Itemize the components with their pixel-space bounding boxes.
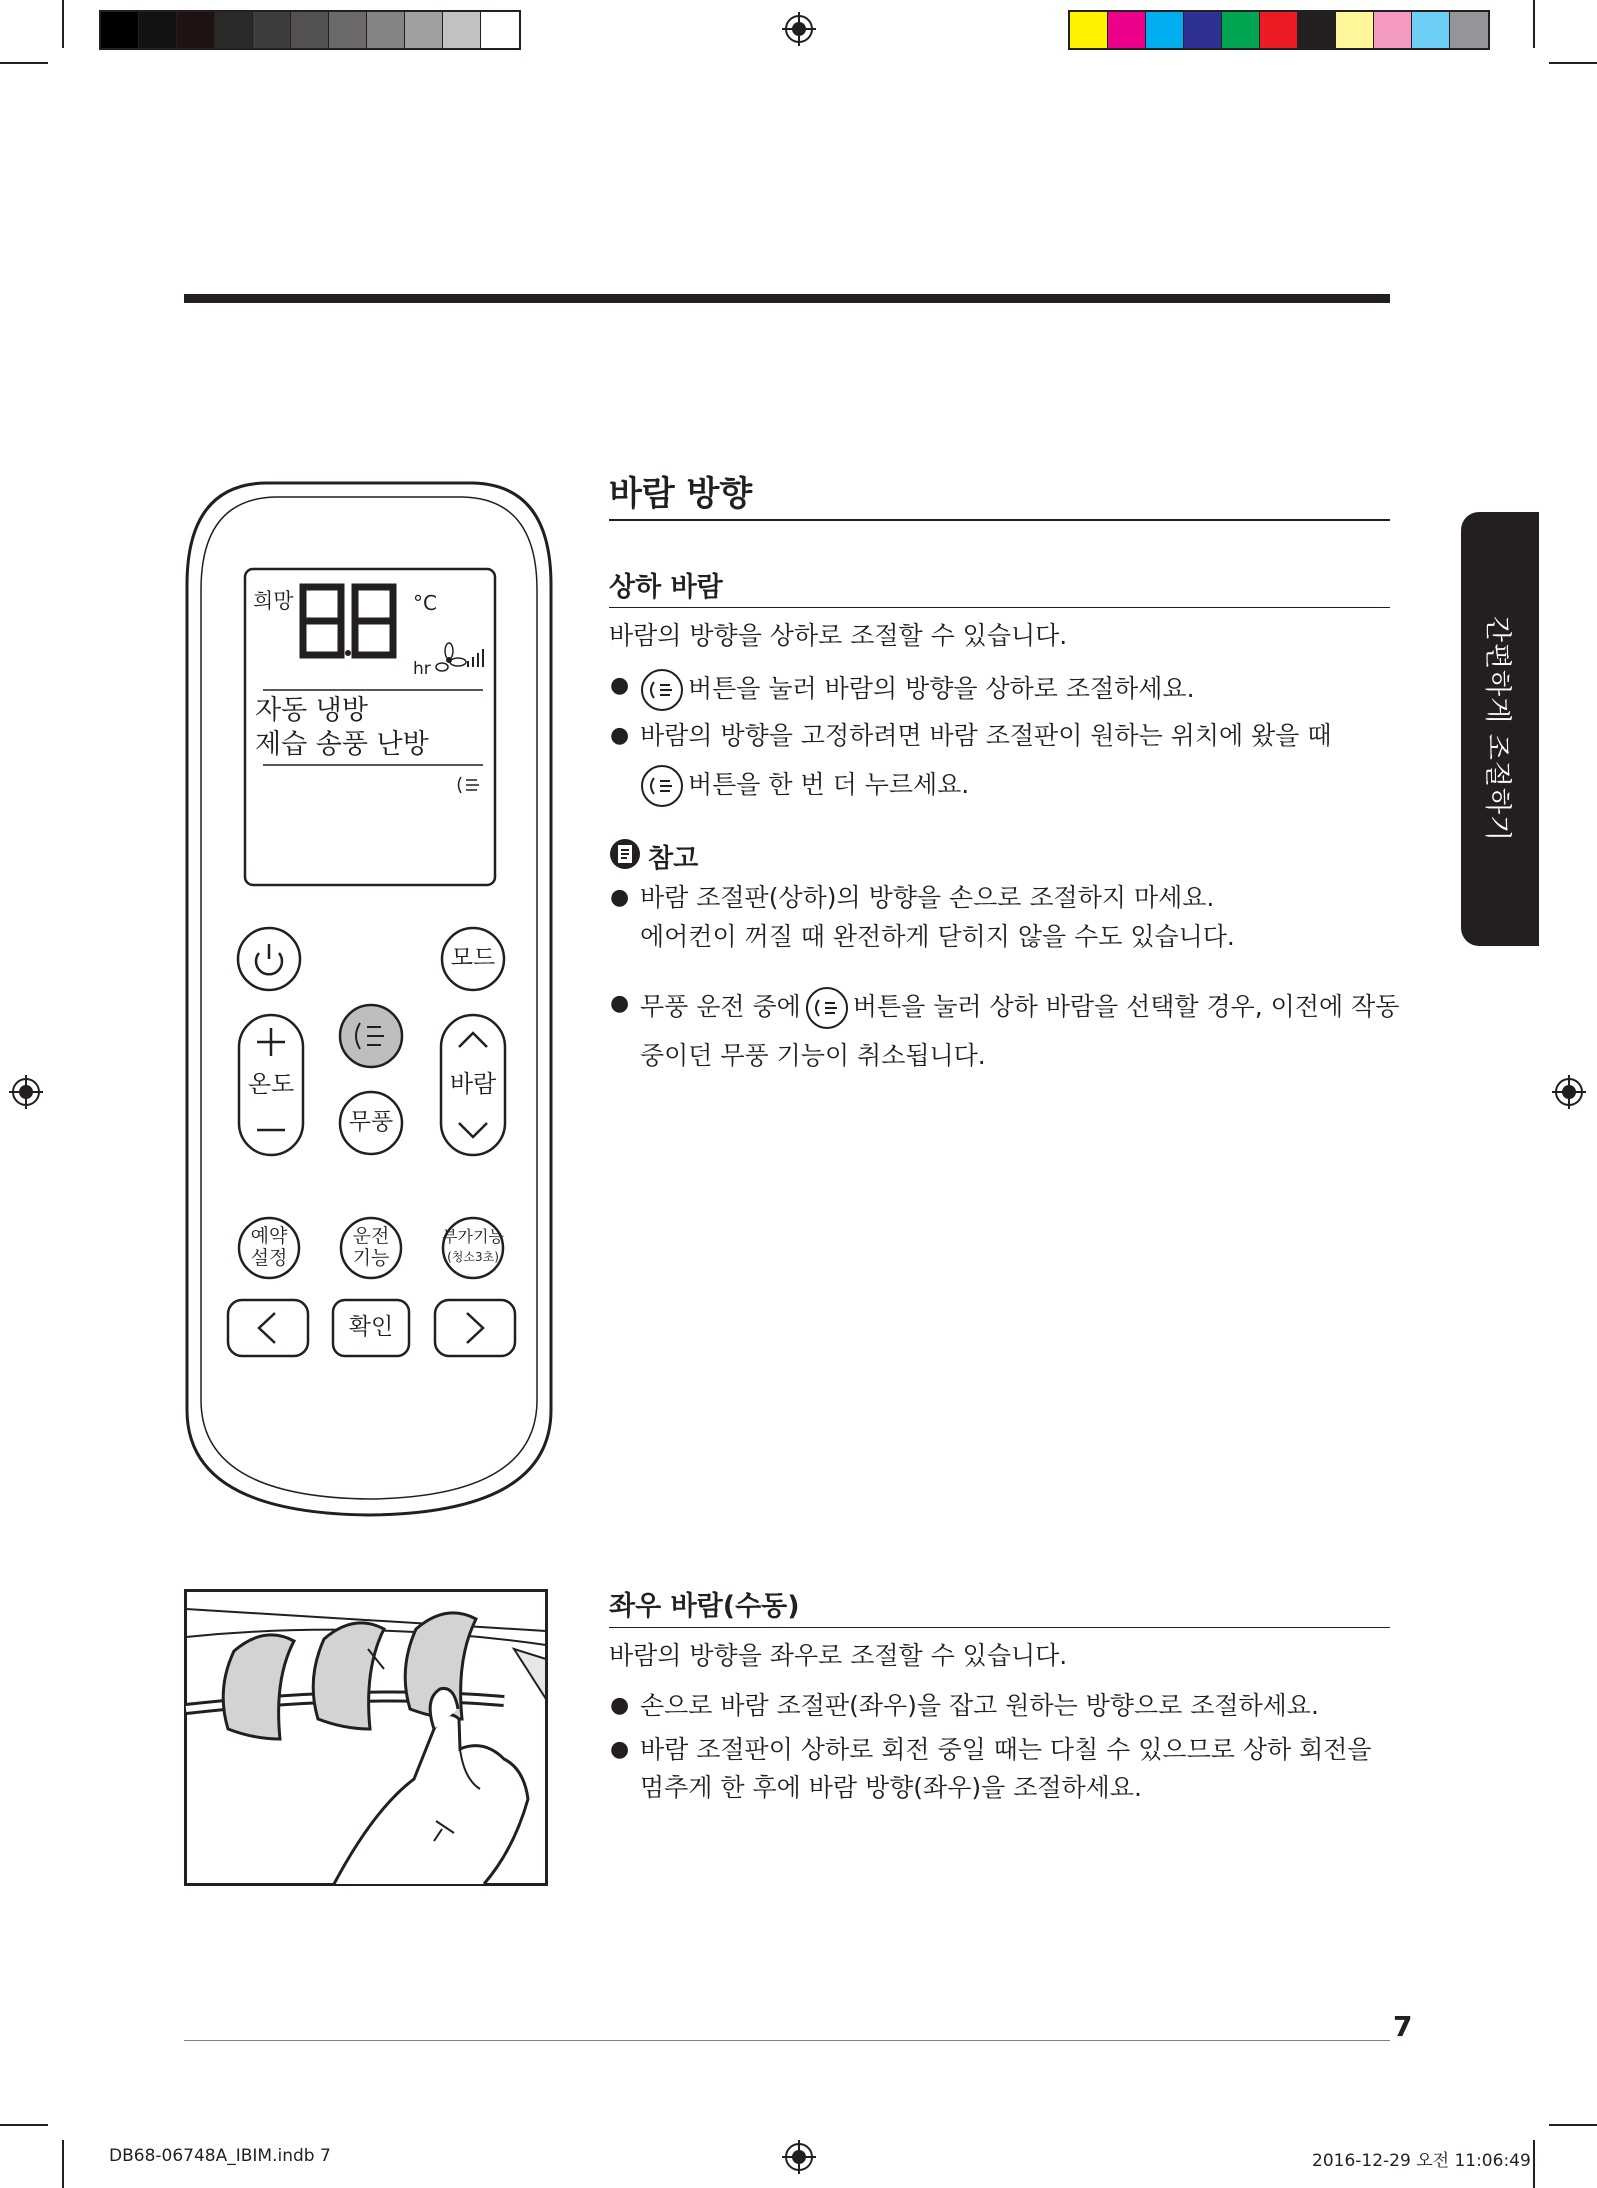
trim-mark (0, 62, 48, 64)
leftright-bullet-2-line1: 바람 조절판이 상하로 회전 중일 때는 다칠 수 있으므로 상하 회전을 (640, 1735, 1372, 1764)
reserve-button-label-2: 설정 (250, 1247, 288, 1269)
color-swatch (1070, 12, 1108, 48)
footer-timestamp: 2016-12-29 오전 11:06:49 (1312, 2151, 1531, 2171)
color-swatch (1146, 12, 1184, 48)
note-bullet-1-line2: 에어컨이 꺼질 때 완전하게 닫히지 않을 수도 있습니다. (640, 922, 1235, 951)
trim-mark (1549, 62, 1597, 64)
color-swatch (1412, 12, 1450, 48)
color-swatch (177, 12, 215, 48)
note-bullet-2-line1-text: 버튼을 눌러 상하 바람을 선택할 경우, 이전에 작동 (852, 992, 1400, 1021)
section-title-rule (609, 519, 1390, 521)
display-hope-label: 희망 (253, 589, 294, 613)
trim-mark (1549, 2124, 1597, 2126)
color-swatch (1260, 12, 1298, 48)
note-title: 참고 (648, 844, 699, 874)
updown-intro: 바람의 방향을 상하로 조절할 수 있습니다. (609, 621, 1068, 650)
leftright-heading-rule (609, 1627, 1390, 1628)
trim-mark (62, 2140, 64, 2188)
operation-button-label-1: 운전 (352, 1225, 390, 1247)
wind-direction-button-icon (805, 986, 849, 1030)
color-swatch (215, 12, 253, 48)
chapter-side-tab-label: 간편하게 조절하기 (1481, 615, 1513, 843)
color-swatch (481, 12, 519, 48)
reserve-button-label-1: 예약 (250, 1225, 288, 1247)
trim-mark (62, 0, 64, 48)
registration-mark-icon (1552, 1075, 1586, 1109)
registration-mark-icon (782, 12, 816, 46)
leftright-heading: 좌우 바람(수동) (609, 1591, 800, 1622)
remote-control-body (185, 475, 553, 1520)
note-icon (609, 838, 641, 870)
extra-button-label-1: 부가기능 (442, 1227, 504, 1246)
updown-heading-rule (609, 607, 1390, 608)
extra-button-label-2: (청소3초) (447, 1250, 499, 1264)
chapter-side-tab (1461, 512, 1539, 946)
color-swatch (329, 12, 367, 48)
color-swatch (1450, 12, 1488, 48)
wind-direction-button-icon (640, 764, 684, 808)
leftright-bullet-2-line2: 멈추게 한 후에 바람 방향(좌우)을 조절하세요. (640, 1773, 1142, 1802)
temp-button-label: 온도 (247, 1070, 295, 1098)
trim-mark (1533, 2140, 1535, 2188)
grayscale-bar (99, 10, 521, 50)
color-swatch (405, 12, 443, 48)
operation-button-label-2: 기능 (352, 1247, 390, 1269)
color-swatch (1298, 12, 1336, 48)
hand-adjusting-louver-illustration (184, 1589, 548, 1886)
bullet: ● (610, 991, 630, 1016)
leftright-bullet-1: 손으로 바람 조절판(좌우)을 잡고 원하는 방향으로 조절하세요. (640, 1691, 1319, 1720)
header-rule (184, 294, 1390, 303)
color-swatch (101, 12, 139, 48)
bullet: ● (610, 673, 630, 698)
remote-control-illustration (185, 475, 553, 1520)
color-swatch (291, 12, 329, 48)
section-title: 바람 방향 (609, 474, 753, 514)
note-bullet-2-line1 (640, 986, 1399, 1030)
display-celsius-label: °C (413, 591, 437, 615)
updown-heading: 상하 바람 (609, 572, 723, 603)
note-bullet-2-line2: 중이던 무풍 기능이 취소됩니다. (640, 1041, 986, 1070)
color-swatch (1374, 12, 1412, 48)
display-modes-line1: 자동 냉방 (255, 695, 368, 726)
color-swatch (1336, 12, 1374, 48)
trim-mark (1533, 0, 1535, 48)
windfree-button-label: 무풍 (348, 1109, 394, 1135)
registration-mark-icon (9, 1075, 43, 1109)
footer-file-name: DB68-06748A_IBIM.indb 7 (109, 2146, 331, 2166)
trim-mark (0, 2124, 48, 2126)
confirm-button-label: 확인 (348, 1314, 394, 1340)
color-swatch (1222, 12, 1260, 48)
note-bullet-1-line1: 바람 조절판(상하)의 방향을 손으로 조절하지 마세요. (640, 883, 1215, 912)
mode-button-label: 모드 (450, 945, 496, 971)
color-swatch (1108, 12, 1146, 48)
color-swatch (367, 12, 405, 48)
leftright-intro: 바람의 방향을 좌우로 조절할 수 있습니다. (609, 1641, 1068, 1670)
page-number: 7 (1393, 2010, 1413, 2043)
updown-bullet-2-line2 (640, 764, 969, 808)
bullet: ● (610, 1693, 630, 1718)
updown-bullet-2-line1: 바람의 방향을 고정하려면 바람 조절판이 원하는 위치에 왔을 때 (640, 721, 1332, 750)
color-swatch (443, 12, 481, 48)
wind-direction-button-icon (640, 668, 684, 712)
updown-bullet-1-text: 버튼을 눌러 바람의 방향을 상하로 조절하세요. (688, 674, 1195, 703)
display-hr-label: hr (413, 659, 431, 679)
manual-louver-illustration (184, 1589, 548, 1886)
color-swatch (253, 12, 291, 48)
note-bullet-2-prefix: 무풍 운전 중에 (640, 992, 801, 1021)
color-bar (1068, 10, 1490, 50)
footer-rule (184, 2040, 1390, 2041)
bullet: ● (610, 1737, 630, 1762)
bullet: ● (610, 723, 630, 748)
registration-mark-icon (782, 2140, 816, 2174)
display-modes-line2: 제습 송풍 난방 (255, 729, 429, 760)
color-swatch (1184, 12, 1222, 48)
updown-bullet-1 (640, 668, 1195, 712)
bullet: ● (610, 885, 630, 910)
updown-bullet-2-line2-text: 버튼을 한 번 더 누르세요. (688, 770, 970, 799)
color-swatch (139, 12, 177, 48)
wind-button-label: 바람 (449, 1070, 497, 1098)
